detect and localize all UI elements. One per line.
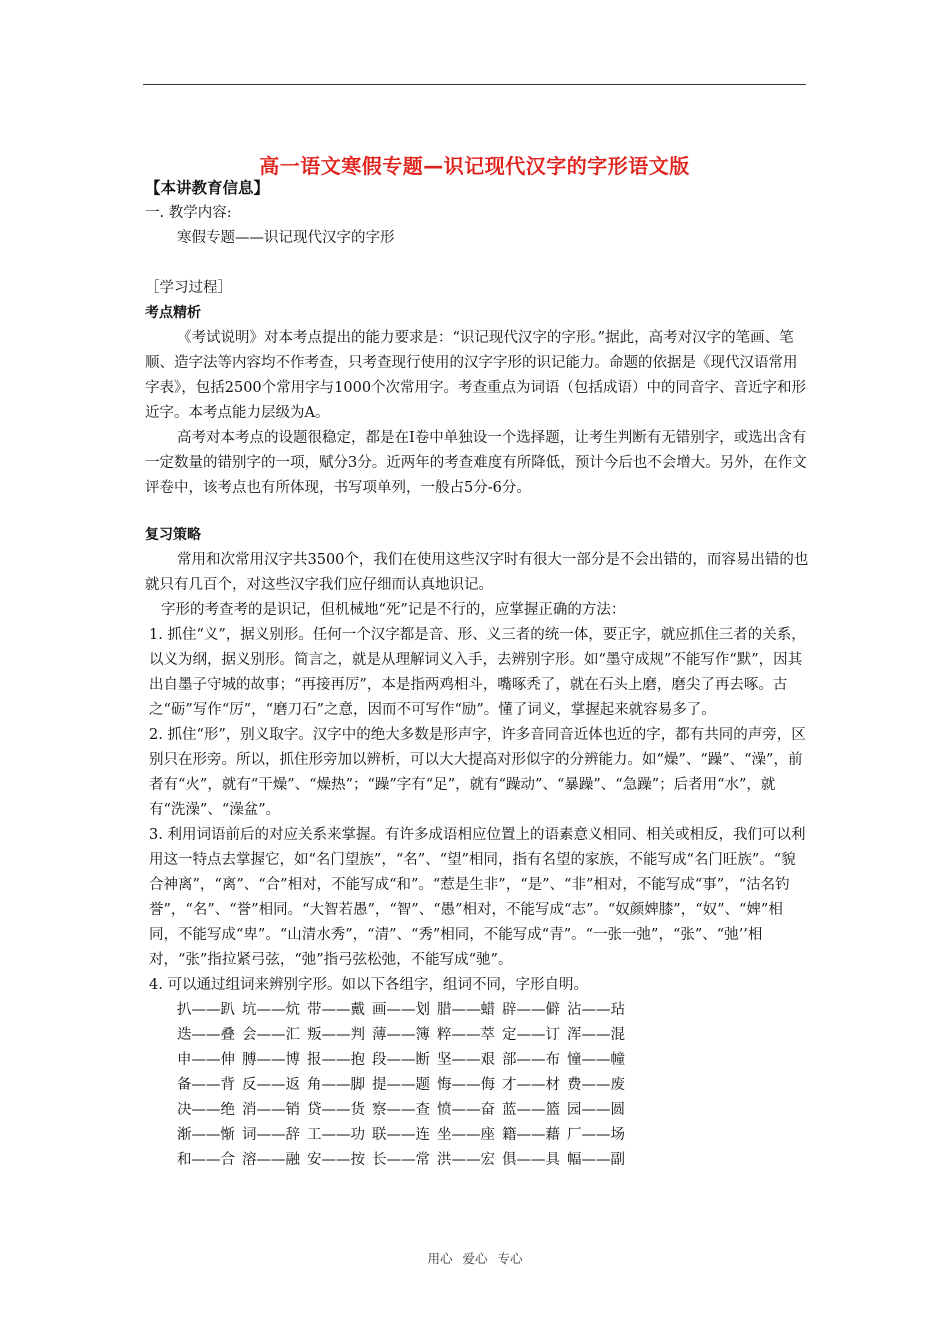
paragraph-fuxi-1: 常用和次常用汉字共3500个，我们在使用这些汉字时有很大一部分是不会出错的，而容易出错的也就只有几百个，对这些汉字我们应仔细而认真地识记。 [145, 552, 809, 593]
word-pair: 决——绝 [177, 1102, 235, 1118]
word-pair: 长——常 [372, 1152, 430, 1168]
word-pair-row [177, 1023, 810, 1048]
word-pair: 会——汇 [242, 1027, 300, 1043]
word-pair: 坐——座 [437, 1127, 495, 1143]
word-pair: 浑——混 [567, 1027, 625, 1043]
word-pair: 备——背 [177, 1077, 235, 1093]
document-title: 高一语文寒假专题—识记现代汉字的字形语文版 [259, 154, 690, 178]
word-pair: 扒——趴 [177, 1002, 235, 1018]
word-pair: 安——按 [307, 1152, 365, 1168]
word-pair-row [177, 1073, 810, 1098]
word-pair: 腊——蜡 [437, 1002, 495, 1018]
word-pair: 和——合 [177, 1152, 235, 1168]
word-pair: 工——功 [307, 1127, 365, 1143]
word-pair: 报——抱 [307, 1052, 365, 1068]
process-label: ［学习过程］ [145, 280, 232, 296]
word-pair: 贷——货 [307, 1102, 365, 1118]
paragraph-kaodian-1: 《考试说明》对本考点提出的能力要求是：“识记现代汉字的字形。”据此，高考对汉字的笔画、笔顺、造字法等内容均不作考查，只考查现行使用的汉字字形的识记能力。命题的依据是《现代汉语常用字表》，包括2500个常用字与1000个次常用字。考查重点为词语（包括成语）中的同音字、音近字和形近字。本考点能力层级为A。 [145, 330, 807, 421]
word-pair-row [177, 998, 810, 1023]
heading-kaodian: 考点精析 [145, 305, 201, 321]
word-pair: 厂——场 [567, 1127, 625, 1143]
word-pair: 联——连 [372, 1127, 430, 1143]
word-pair: 费——废 [567, 1077, 625, 1093]
word-pair: 叛——判 [307, 1027, 365, 1043]
word-pair: 俱——具 [502, 1152, 560, 1168]
word-pair: 察——查 [372, 1102, 430, 1118]
word-pair: 才——材 [502, 1077, 560, 1093]
word-pair: 提——题 [372, 1077, 430, 1093]
word-pair: 幅——副 [567, 1152, 625, 1168]
word-pair: 膊——博 [242, 1052, 300, 1068]
word-pair: 段——断 [372, 1052, 430, 1068]
spacer [145, 251, 810, 276]
word-pair: 部——布 [502, 1052, 560, 1068]
word-pair: 反——返 [242, 1077, 300, 1093]
word-pair: 愤——奋 [437, 1102, 495, 1118]
word-pair: 消——销 [242, 1102, 300, 1118]
word-pair: 角——脚 [307, 1077, 365, 1093]
paragraph-kaodian-2: 高考对本考点的设题很稳定，都是在I卷中单独设一个选择题，让考生判断有无错别字，或选出含有一定数量的错别字的一项，赋分3分。近两年的考查难度有所降低，预计今后也不会增大。另外，在作文评卷中，该考点也有所体现，书写项单列，一般占5分-6分。 [145, 430, 807, 496]
word-pair-row [177, 1048, 810, 1073]
word-pair-row [177, 1098, 810, 1123]
section1-label: 一. 教学内容: [145, 205, 232, 221]
heading-fuxi: 复习策略 [145, 527, 201, 543]
word-pair: 粹——萃 [437, 1027, 495, 1043]
word-pair: 带——戴 [307, 1002, 365, 1018]
word-pair: 薄——簿 [372, 1027, 430, 1043]
word-pair: 辟——僻 [502, 1002, 560, 1018]
word-pair: 籍——藉 [502, 1127, 560, 1143]
word-pair: 申——伸 [177, 1052, 235, 1068]
word-pair: 定——订 [502, 1027, 560, 1043]
paragraph-fuxi-2: 字形的考查考的是识记，但机械地“死”记是不行的，应掌握正确的方法： [161, 602, 626, 618]
method-2: 2. 抓住“形”，别义取字。汉字中的绝大多数是形声字，许多音同音近体也近的字，都有共同的声旁，区别只在形旁。所以，抓住形旁加以辨析，可以大大提高对形似字的分辨能力。如“燥”、“躁”、“澡”，前者有“火”，就有“干燥”、“燥热”；“躁”字有“足”，就有“躁动”、“暴躁”、“急躁”；后者用“水”，就有“洗澡”、“澡盆”。 [149, 727, 806, 818]
spacer [145, 501, 810, 523]
word-pair: 词——辞 [242, 1127, 300, 1143]
method-3: 3. 利用词语前后的对应关系来掌握。有许多成语相应位置上的语素意义相同、相关或相反，我们可以利用这一特点去掌握它，如“名门望族”，“名”、“望”相同，指有名望的家族，不能写成“名门旺族”。“貌合神离”，“离”、“合”相对，不能写成“和”。“惹是生非”，“是”、“非”相对，不能写成“事”，“沽名钓誉”，“名”、“誉”相同。“大智若愚”，“智”、“愚”相对，不能写成“志”。“奴颜婢膝”，“奴”、“婢”相同，不能写成“卑”。“山清水秀”，“清”、“秀”相同，不能写成“青”。“一张一弛”，“张”、“弛’’相对，“张”指拉紧弓弦，“弛”指弓弦松弛，不能写成“驰”。 [149, 827, 806, 968]
word-pair: 悔——侮 [437, 1077, 495, 1093]
word-pair-row [177, 1148, 810, 1173]
word-pair: 坚——艰 [437, 1052, 495, 1068]
word-pair: 迭——叠 [177, 1027, 235, 1043]
word-pair: 憧——幢 [567, 1052, 625, 1068]
word-pair: 溶——融 [242, 1152, 300, 1168]
word-pair: 蓝——篮 [502, 1102, 560, 1118]
header-rule [143, 84, 806, 85]
page-footer: 用心 爱心 专心 [427, 1251, 523, 1266]
word-pair: 园——圆 [567, 1102, 625, 1118]
document-body [145, 176, 810, 1173]
word-pair: 坑——炕 [242, 1002, 300, 1018]
word-pair-row [177, 1123, 810, 1148]
word-pair: 画——划 [372, 1002, 430, 1018]
method-1: 1. 抓住“义”，据义别形。任何一个汉字都是音、形、义三者的统一体，要正字，就应抓住三者的关系，以义为纲，据义别形。简言之，就是从理解词义入手，去辨别字形。如“墨守成规”不能写作“默”，因其出自墨子守城的故事；“再接再厉”，本是指两鸡相斗，嘴啄秃了，就在石头上磨，磨尖了再去啄。古之“砺”写作“厉”，“磨刀石”之意，因而不可写作“励”。懂了词义，掌握起来就容易多了。 [149, 627, 806, 718]
word-pair-table [177, 998, 810, 1173]
word-pair: 渐——惭 [177, 1127, 235, 1143]
method-4: 4. 可以通过组词来辨别字形。如以下各组字，组词不同，字形自明。 [149, 977, 588, 993]
word-pair: 洪——宏 [437, 1152, 495, 1168]
section1-content: 寒假专题——识记现代汉字的字形 [177, 230, 395, 246]
info-heading: 【本讲教育信息】 [145, 179, 270, 197]
word-pair: 沾——玷 [567, 1002, 625, 1018]
